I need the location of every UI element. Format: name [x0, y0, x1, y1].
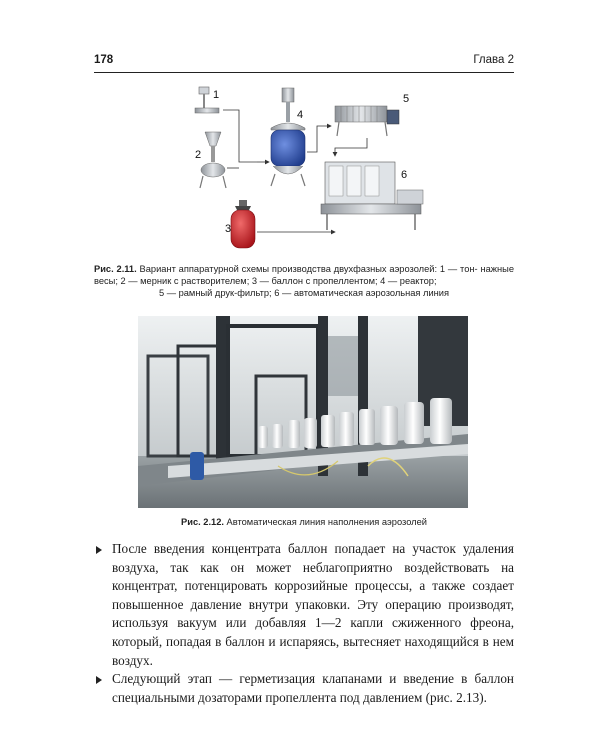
figure-2-11-text-3: 5 — рамный друк-фильтр; 6 — автоматическая аэрозольная линия [158, 288, 450, 298]
triangle-bullet-icon [96, 676, 102, 684]
filter-press-icon [335, 106, 399, 136]
label-3: 3 [225, 223, 232, 235]
aerosol-line-icon [321, 162, 423, 230]
figure-2-12-caption [94, 516, 514, 528]
label-4: 4 [297, 109, 304, 121]
label-1: 1 [213, 89, 220, 101]
paragraph-text: После введения концентрата баллон попадает на участок удаления воздуха, так как он может неблагоприятно воздействовать на концентрат, потенцировать коррозийные процессы, а также создает повышенное давление внутри упаковки. Эту операцию производят, используя вакуум или добавляя 1—2 капли сжиженного фреона, который, попадая в баллон и испаряясь, вытесняет находящийся в нем воздух. [112, 541, 514, 668]
measuring-vessel-icon [200, 132, 226, 188]
page-header [94, 54, 514, 72]
filling-line-photo [138, 316, 468, 508]
propellant-cylinder-icon [231, 200, 255, 248]
label-6: 6 [401, 169, 408, 181]
list-item [94, 670, 514, 707]
figure-2-11-text-2: нажные весы; 2 — мерник с растворителем; 3 — баллон с пропеллентом; 4 — реактор; [94, 264, 514, 286]
list-item [94, 540, 514, 670]
reactor-icon [271, 88, 305, 186]
figure-2-11-label: Рис. 2.11. [94, 264, 137, 274]
process-diagram [185, 82, 425, 258]
label-5: 5 [403, 93, 410, 105]
body-text [94, 540, 514, 707]
header-divider [94, 72, 514, 73]
figure-2-12-label: Рис. 2.12. [181, 517, 224, 527]
chapter-title: Глава 2 [473, 54, 514, 66]
page-number: 178 [94, 54, 114, 66]
paragraph-text: Следующий этап — герметизация клапанами и введение в баллон специальными дозаторами пропеллента под давлением (рис. 2.13). [112, 671, 514, 705]
figure-2-11-caption [94, 263, 514, 299]
label-2: 2 [195, 149, 202, 161]
figure-2-12-text: Автоматическая линия наполнения аэрозолей [223, 517, 427, 527]
figure-2-11-text-1: Вариант аппаратурной схемы производства двухфазных аэрозолей: 1 — тон- [136, 264, 478, 274]
triangle-bullet-icon [96, 546, 102, 554]
